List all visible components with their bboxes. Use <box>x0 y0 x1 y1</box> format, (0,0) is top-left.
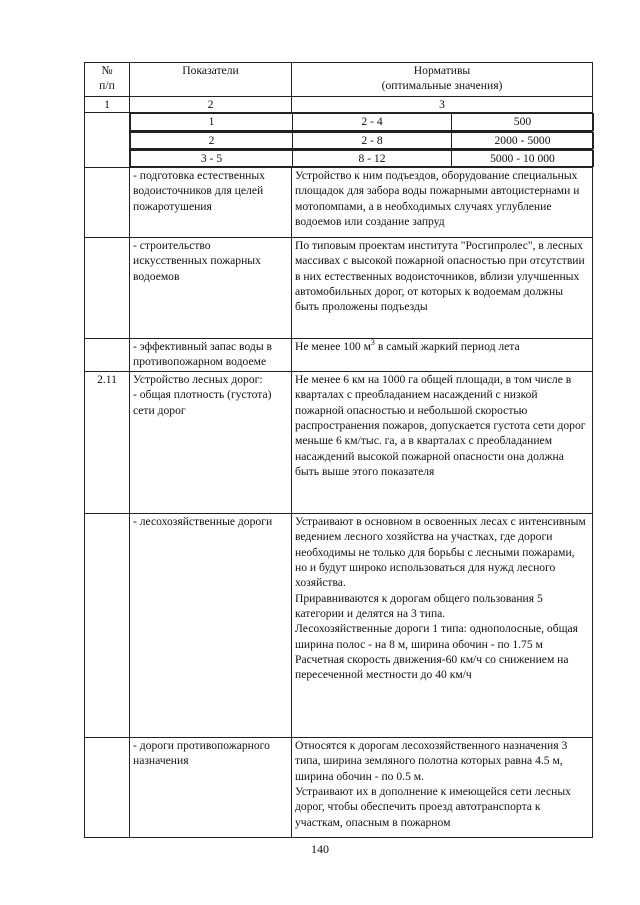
norm-text: в самый жаркий период лета <box>374 340 520 354</box>
header-indicators: Показатели <box>130 63 292 97</box>
class-table-row <box>85 149 593 167</box>
row-norm: Устраивают в основном в освоенных лесах с интенсивным ведением лесного хозяйства на участках, где дороги необходимы не только для борьбы с лесными пожарами, но и будут широко использоваться для нужд лесного хозяйства. Приравниваются к дорогам общего пользования 5 категории и делятся на 3 типа. Лесохозяйственные дороги 1 типа: однополосные, общая ширина полос - на 8 м, ширина обочин - по 1.75 м Расчетная скорость движения-60 км/ч со снижением на пересеченной местности до 40 км/ч <box>292 514 593 738</box>
row-indicator: - эффективный запас воды в противопожарном водоеме <box>130 339 292 372</box>
class-value: 2000 - 5000 <box>452 132 594 148</box>
class-value: 3 - 5 <box>131 150 293 166</box>
row-indicator: - лесохозяйственные дороги <box>130 514 292 738</box>
table-row <box>85 514 593 738</box>
row-norm: Относятся к дорогам лесохозяйственного назначения 3 типа, ширина земляного полотна которых равна 4.5 м, ширина обочин - по 0.5 м. Устраивают их в дополнение к имеющейся сети лесных дорог, чтобы обеспечить проезд автотранспорта к участкам, опасным в пожарном <box>292 738 593 838</box>
class-table-row <box>85 131 593 149</box>
table-header-row <box>85 63 593 97</box>
norms-table <box>84 62 593 838</box>
row-number <box>85 514 130 738</box>
row-norm: Не менее 6 км на 1000 га общей площади, в том числе в кварталах с преобладанием насаждений с низкой пожарной опасностью и небольшой скоростью распространения пожаров, допускается густота сети дорог меньше 6 км/тыс. га, а в кварталах с преобладанием насаждений высокой пожарной опасности она должна быть выше этого показателя <box>292 372 593 514</box>
class-value: 1 <box>131 114 293 130</box>
class-value: 2 - 4 <box>293 114 452 130</box>
column-number-row <box>85 97 593 113</box>
table-row <box>85 168 593 238</box>
header-norms <box>292 63 593 97</box>
row-norm: По типовым проектам института "Росгипролес", в лесных массивах с высокой пожарной опасностью при отсутствии в них естественных водоисточников, вблизи улучшенных автомобильных дорог, от которых к водоемам должны быть проложены подъезды <box>292 238 593 339</box>
table-row <box>85 238 593 339</box>
class-value: 8 - 12 <box>293 150 452 166</box>
column-number: 1 <box>85 97 130 113</box>
empty-cell <box>85 113 130 168</box>
row-indicator: - подготовка естественных водоисточников для целей пожаротушения <box>130 168 292 238</box>
table-row <box>85 339 593 372</box>
header-norms-title: Нормативы <box>413 64 471 77</box>
class-table-cell <box>130 113 593 131</box>
row-number <box>85 238 130 339</box>
class-table-row <box>85 113 593 131</box>
column-number: 2 <box>130 97 292 113</box>
class-value: 2 <box>131 132 293 148</box>
class-subtable <box>130 113 594 130</box>
row-number <box>85 738 130 838</box>
row-norm <box>292 339 593 372</box>
table-row <box>85 372 593 514</box>
class-value: 2 - 8 <box>293 132 452 148</box>
row-indicator: Устройство лесных дорог: - общая плотность (густота) сети дорог <box>130 372 292 514</box>
row-indicator: - строительство искусственных пожарных водоемов <box>130 238 292 339</box>
class-value: 500 <box>452 114 594 130</box>
norm-superscript: 3 <box>370 338 375 348</box>
row-indicator: - дороги противопожарного назначения <box>130 738 292 838</box>
norm-text: Не менее 100 м <box>295 340 371 354</box>
page-number: 140 <box>311 842 329 856</box>
header-number: № п/п <box>85 63 130 97</box>
row-norm: Устройство к ним подъездов, оборудование специальных площадок для забора воды пожарными автоцистернами и мотопомпами, а в необходимых случаях углубление водоемов или создание запруд <box>292 168 593 238</box>
row-number: 2.11 <box>85 372 130 514</box>
column-number: 3 <box>292 97 593 113</box>
row-number <box>85 168 130 238</box>
class-value: 5000 - 10 000 <box>452 150 594 166</box>
table-row <box>85 738 593 838</box>
header-norms-subtitle: (оптимальные значения) <box>381 79 503 93</box>
row-number <box>85 339 130 372</box>
